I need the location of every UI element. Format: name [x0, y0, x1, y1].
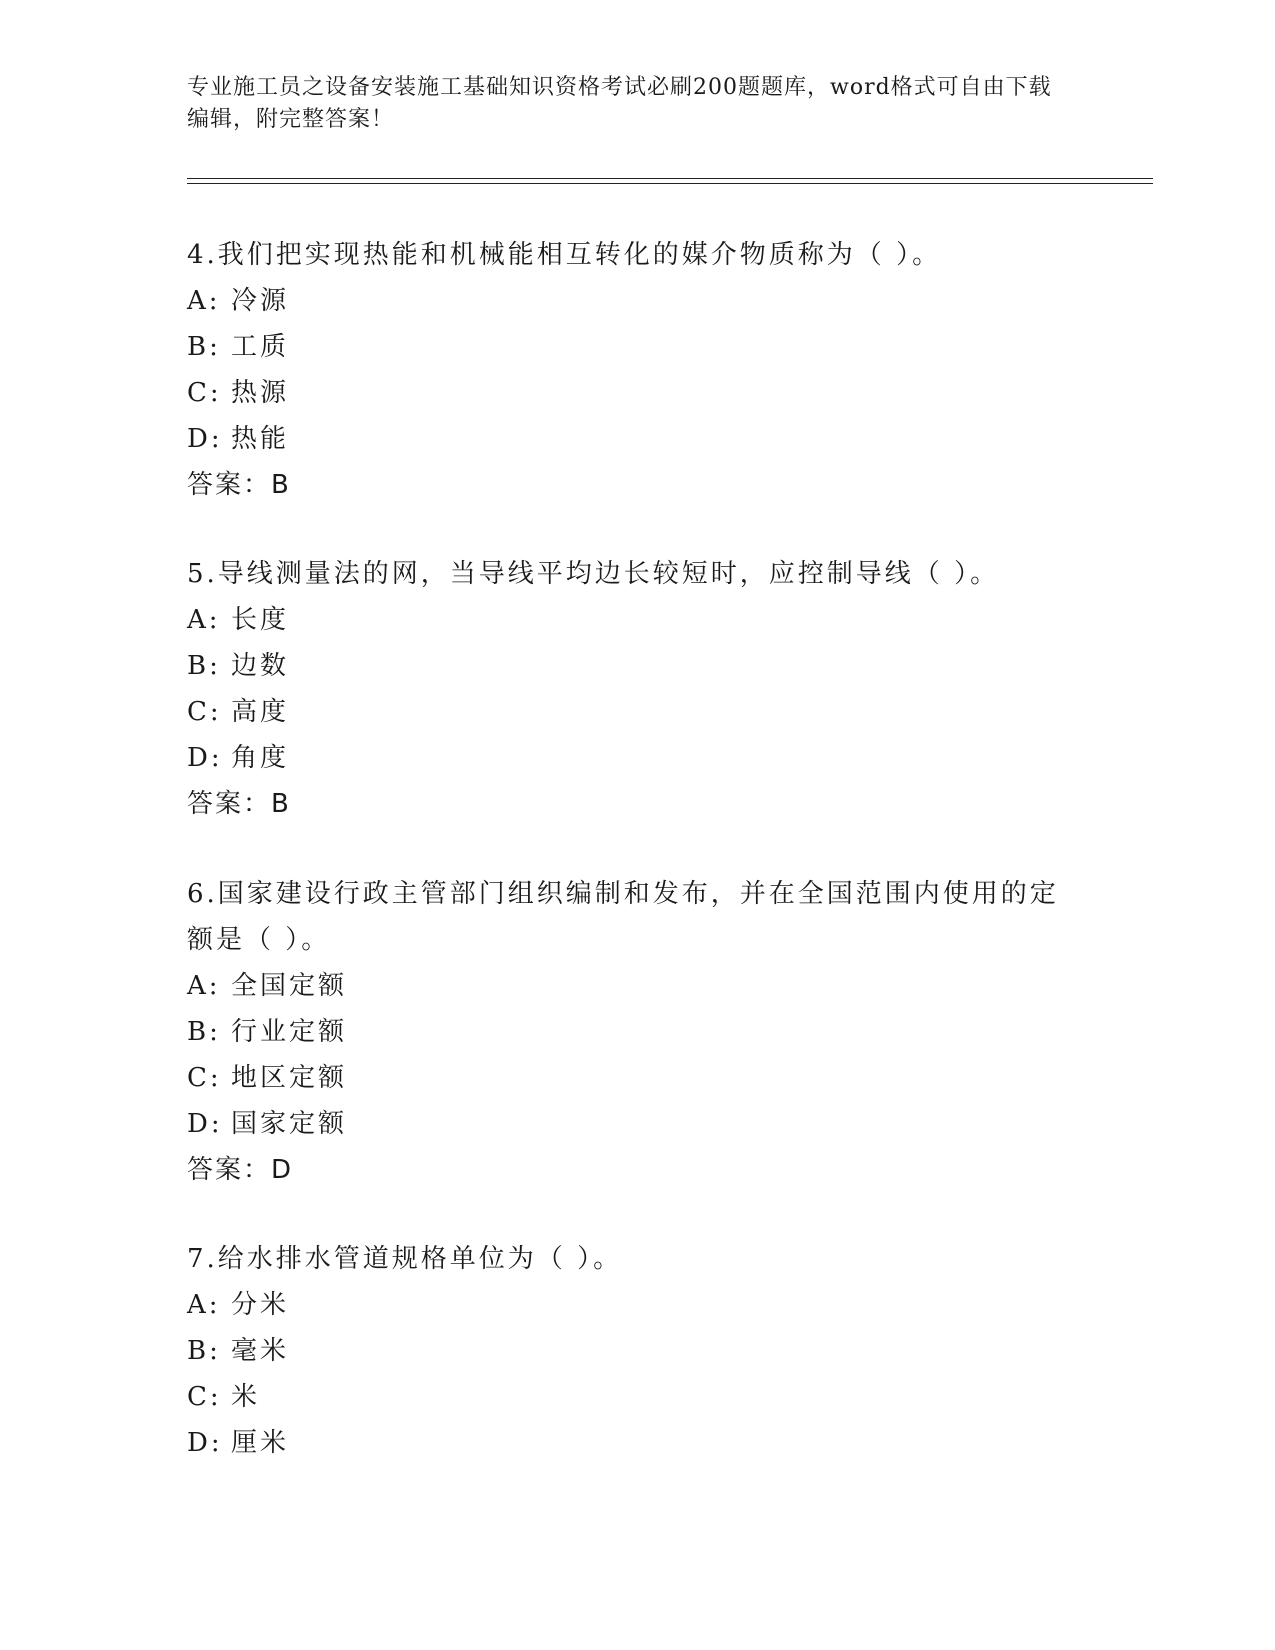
header-rule-bottom	[187, 183, 1153, 184]
document-header: 专业施工员之设备安装施工基础知识资格考试必刷200题题库，word格式可自由下载编辑，附完整答案！	[187, 75, 1052, 132]
header-rule-top	[187, 178, 1153, 179]
question-stem: 4.我们把实现热能和机械能相互转化的媒介物质称为（ ）。	[187, 240, 942, 270]
option-a	[187, 963, 1087, 1009]
option-letter: D:	[187, 743, 223, 773]
question-block	[187, 551, 1087, 827]
option-letter: D:	[187, 1109, 223, 1139]
option-letter: A:	[187, 286, 221, 316]
option-c	[187, 689, 1087, 735]
option-text: 热能	[231, 424, 290, 454]
question-block	[187, 232, 1087, 508]
option-text: 工质	[231, 332, 290, 362]
option-text: 国家定额	[231, 1109, 348, 1139]
answer-line: 答案：B	[187, 470, 291, 500]
option-letter: C:	[187, 1382, 222, 1412]
option-letter: A:	[187, 605, 221, 635]
option-letter: D:	[187, 1428, 223, 1458]
option-text: 分米	[231, 1290, 290, 1320]
option-d	[187, 1420, 1087, 1466]
option-d	[187, 1101, 1087, 1147]
option-text: 长度	[231, 605, 290, 635]
option-a	[187, 1282, 1087, 1328]
option-text: 地区定额	[231, 1063, 348, 1093]
option-a	[187, 597, 1087, 643]
option-letter: B:	[187, 1336, 221, 1366]
option-text: 全国定额	[231, 971, 348, 1001]
option-letter: B:	[187, 332, 221, 362]
option-letter: A:	[187, 971, 221, 1001]
option-text: 毫米	[231, 1336, 290, 1366]
option-b	[187, 324, 1087, 370]
option-letter: B:	[187, 1017, 221, 1047]
option-letter: D:	[187, 424, 223, 454]
option-text: 行业定额	[231, 1017, 348, 1047]
answer-line: 答案：B	[187, 789, 291, 819]
option-letter: A:	[187, 1290, 221, 1320]
option-letter: C:	[187, 697, 222, 727]
option-d	[187, 735, 1087, 781]
option-letter: B:	[187, 651, 221, 681]
option-c	[187, 1374, 1087, 1420]
option-d	[187, 416, 1087, 462]
answer-line: 答案：D	[187, 1155, 294, 1185]
question-block	[187, 1236, 1087, 1466]
option-text: 冷源	[231, 286, 290, 316]
question-stem: 7.给水排水管道规格单位为（ ）。	[187, 1244, 623, 1274]
option-text: 高度	[231, 697, 290, 727]
option-b	[187, 643, 1087, 689]
question-stem: 5.导线测量法的网，当导线平均边长较短时，应控制导线（ ）。	[187, 559, 1000, 589]
option-letter: C:	[187, 1063, 222, 1093]
option-b	[187, 1009, 1087, 1055]
option-b	[187, 1328, 1087, 1374]
option-text: 边数	[231, 651, 290, 681]
option-a	[187, 278, 1087, 324]
option-text: 角度	[231, 743, 290, 773]
option-text: 米	[231, 1382, 261, 1412]
option-c	[187, 1055, 1087, 1101]
question-block	[187, 871, 1087, 1193]
option-letter: C:	[187, 378, 222, 408]
question-stem: 6.国家建设行政主管部门组织编制和发布，并在全国范围内使用的定额是（ ）。	[187, 879, 1059, 955]
option-text: 厘米	[231, 1428, 290, 1458]
option-c	[187, 370, 1087, 416]
option-text: 热源	[231, 378, 290, 408]
